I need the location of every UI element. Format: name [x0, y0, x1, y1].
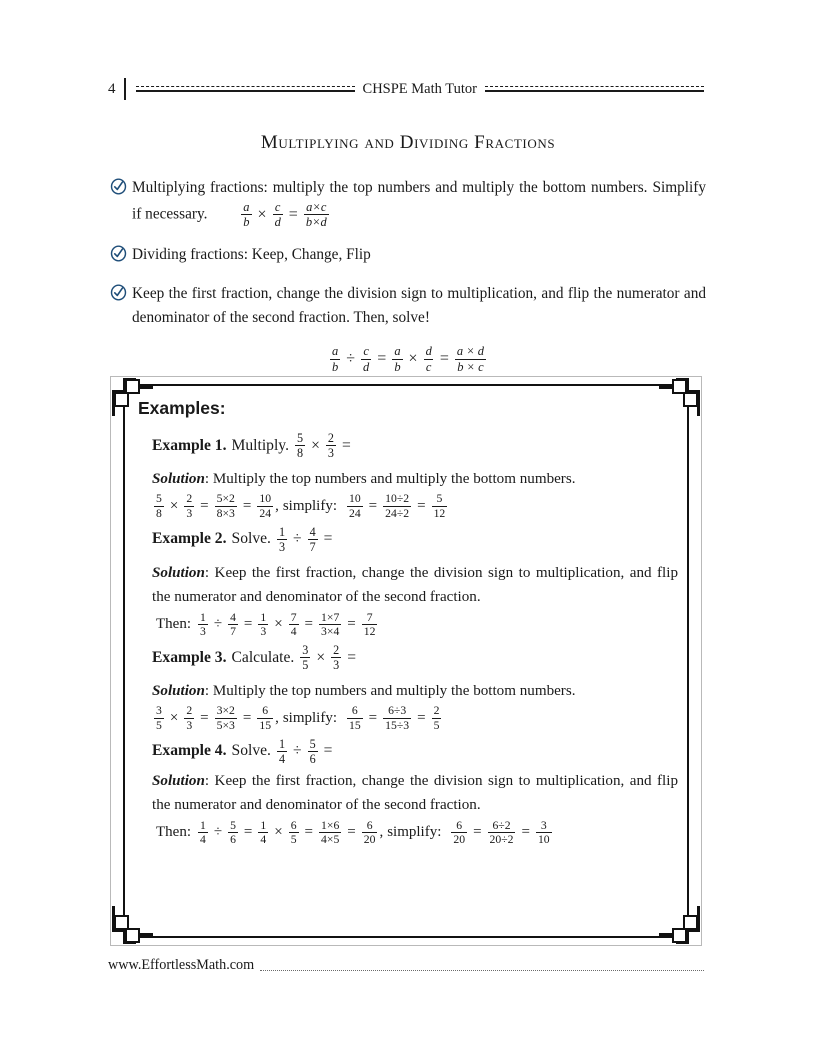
fraction	[362, 820, 378, 846]
fraction	[257, 705, 273, 731]
numerator: 2	[433, 704, 440, 718]
denominator: 7	[230, 625, 236, 639]
multiply-rule-formula	[239, 201, 330, 229]
numerator: 1	[278, 736, 286, 751]
math-operator: =	[368, 497, 378, 514]
denominator: 20	[363, 833, 376, 847]
denominator: 8×3	[216, 506, 235, 520]
fraction	[361, 345, 371, 373]
numerator: 1	[278, 524, 286, 539]
numerator: 7	[290, 610, 297, 624]
fraction	[154, 493, 164, 519]
denominator: 7	[309, 539, 316, 554]
fraction	[536, 820, 552, 846]
fraction	[488, 820, 516, 846]
header-rule-left	[136, 86, 355, 94]
math-operator: =	[323, 742, 333, 760]
fraction	[273, 201, 283, 229]
numerator: a	[394, 344, 401, 359]
math-operator: =	[417, 497, 426, 514]
numerator: 2	[333, 643, 340, 658]
numerator: 3	[302, 643, 309, 658]
numerator: a	[243, 199, 250, 214]
work-math	[196, 612, 379, 638]
math-operator: ÷	[213, 824, 223, 841]
fraction	[432, 705, 442, 731]
math-operator: =	[347, 824, 356, 841]
numerator: 1	[260, 610, 267, 624]
fraction	[326, 432, 336, 459]
math-operator: =	[377, 350, 387, 368]
check-oval-icon	[110, 243, 132, 267]
fraction	[304, 201, 329, 229]
examples-content	[138, 398, 678, 934]
math-operator: =	[243, 824, 253, 841]
denominator: 4	[260, 833, 267, 847]
solution-text: Multiply the top numbers and multiply the bottom numbers.	[212, 471, 576, 488]
fraction	[308, 738, 318, 765]
example-question-math	[275, 738, 337, 765]
denominator: 4×5	[321, 833, 340, 847]
numerator: 6	[262, 704, 269, 718]
fraction	[331, 644, 341, 671]
denominator: 5	[433, 718, 440, 732]
list-item-body	[132, 243, 706, 268]
denominator: 5	[290, 833, 297, 847]
example-title	[152, 526, 678, 553]
solution-text: Keep the first fraction, change the division sign to multiplication, and flip the numerator and denominator of the second fraction.	[152, 772, 678, 813]
numerator: 10	[259, 492, 272, 506]
denominator: 12	[363, 625, 376, 639]
numerator: 5	[436, 492, 443, 506]
example-solution: Solution: Keep the first fraction, change the division sign to multiplication, and flip the numerator and denominator of the second fraction.	[152, 772, 678, 813]
footer-dot-leader	[260, 964, 704, 971]
math-operator: =	[242, 709, 252, 726]
header-book-title: CHSPE Math Tutor	[362, 80, 477, 97]
math-operator: =	[243, 616, 253, 633]
math-operator: ×	[408, 350, 418, 368]
divide-rule-formula	[110, 345, 706, 373]
fraction	[289, 612, 299, 638]
math-text: ,	[275, 497, 279, 514]
numerator: 5	[309, 736, 316, 751]
example-1	[152, 432, 678, 520]
fraction	[184, 705, 194, 731]
numerator: 5	[230, 818, 236, 832]
numerator: d	[425, 344, 432, 359]
denominator: 10	[537, 833, 550, 847]
fraction	[198, 612, 208, 638]
example-3	[152, 644, 678, 732]
numerator: 7	[366, 610, 373, 624]
fraction	[308, 526, 318, 553]
solution-text: Keep the first fraction, change the division sign to multiplication, and flip the numerator and denominator of the second fraction.	[152, 564, 678, 605]
fraction	[424, 345, 434, 373]
numerator: 10	[348, 492, 361, 506]
numerator: 6	[456, 818, 463, 832]
math-operator: =	[473, 824, 482, 841]
denominator: d	[274, 215, 281, 230]
work-lead: Then:	[156, 824, 191, 841]
math-operator: ×	[311, 436, 320, 454]
numerator: 1×7	[321, 610, 340, 624]
example-work-line	[152, 705, 678, 731]
denominator: 24	[259, 506, 272, 520]
simplify-label: simplify:	[282, 497, 337, 514]
check-oval-icon	[110, 282, 132, 306]
work-lead: Then:	[156, 616, 191, 633]
denominator: 8	[156, 506, 162, 520]
denominator: 12	[433, 506, 446, 520]
denominator: b	[332, 359, 339, 374]
example-label: Example 3.	[152, 648, 227, 666]
denominator: 15	[348, 718, 361, 732]
math-operator: =	[368, 709, 378, 726]
fraction	[154, 705, 164, 731]
math-operator: =	[242, 497, 252, 514]
example-work-line	[152, 820, 678, 846]
page-number-divider	[124, 78, 126, 100]
fraction	[258, 820, 268, 846]
math-operator: =	[521, 824, 530, 841]
example-title	[152, 644, 678, 671]
denominator: 4	[278, 751, 286, 766]
numerator: 4	[309, 524, 316, 539]
numerator: 10÷2	[385, 492, 410, 506]
list-item	[110, 176, 706, 229]
fraction	[277, 526, 287, 553]
math-text: ,	[275, 709, 279, 726]
fraction	[383, 705, 411, 731]
math-operator: ×	[274, 824, 283, 841]
examples-box	[108, 374, 704, 948]
denominator: d	[363, 359, 370, 374]
example-prompt: Solve.	[231, 530, 271, 548]
denominator: 8	[297, 446, 304, 461]
fraction	[258, 612, 268, 638]
fraction	[392, 345, 402, 373]
denominator: 5	[156, 718, 162, 732]
fraction	[257, 493, 273, 519]
fraction	[319, 820, 341, 846]
denominator: b×d	[305, 215, 327, 230]
numerator: 5×2	[216, 492, 235, 506]
math-operator: =	[200, 709, 209, 726]
example-solution: Solution: Multiply the top numbers and multiply the bottom numbers.	[152, 471, 576, 488]
numerator: 1	[260, 818, 267, 832]
simplify-math	[345, 705, 443, 731]
denominator: 20÷2	[489, 833, 514, 847]
page-footer	[108, 957, 704, 974]
list-item-text: Multiplying fractions: multiply the top numbers and multiply the bottom numbers. Simplify if necessary.	[132, 179, 706, 223]
numerator: 6	[351, 704, 358, 718]
example-title	[152, 432, 678, 459]
numerator: 1×6	[321, 818, 340, 832]
page-header	[108, 76, 704, 102]
denominator: 4	[290, 625, 297, 639]
math-operator: =	[417, 709, 426, 726]
numerator: c	[363, 344, 369, 359]
denominator: b × c	[457, 359, 484, 374]
work-math	[152, 493, 279, 519]
solution-label: Solution	[152, 471, 205, 488]
fraction	[184, 493, 194, 519]
denominator: 15÷3	[385, 718, 410, 732]
list-item-text: Dividing fractions: Keep, Change, Flip	[132, 245, 371, 263]
example-prompt: Multiply.	[231, 436, 289, 454]
numerator: a	[332, 344, 339, 359]
example-question-math	[293, 432, 355, 459]
denominator: 3	[333, 658, 340, 673]
math-operator: =	[323, 530, 333, 548]
example-label: Example 2.	[152, 530, 227, 548]
fraction	[277, 738, 287, 765]
numerator: 6	[290, 818, 297, 832]
numerator: c	[274, 199, 281, 214]
math-operator: ÷	[293, 530, 302, 548]
math-operator: =	[347, 648, 357, 666]
denominator: 24	[348, 506, 361, 520]
page-number: 4	[108, 80, 116, 97]
simplify-label: simplify:	[282, 709, 337, 726]
denominator: 3	[278, 539, 286, 554]
fraction	[432, 493, 448, 519]
numerator: 3	[156, 704, 162, 718]
solution-label: Solution	[152, 564, 205, 581]
fraction	[215, 705, 237, 731]
denominator: 3	[186, 506, 193, 520]
denominator: 4	[200, 833, 206, 847]
math-operator: ÷	[346, 350, 356, 368]
fraction	[228, 612, 238, 638]
fraction	[330, 345, 340, 373]
math-operator: ×	[169, 709, 179, 726]
numerator: 3×2	[216, 704, 235, 718]
example-label: Example 1.	[152, 436, 227, 454]
list-item-text: Keep the first fraction, change the division sign to multiplication, and flip the numerator and denominator of the second fraction. Then, solve!	[132, 284, 706, 327]
numerator: 3	[540, 818, 547, 832]
list-item-body	[132, 282, 706, 332]
list-item	[110, 282, 706, 332]
denominator: 6	[230, 833, 236, 847]
footer-url[interactable]: www.EffortlessMath.com	[108, 957, 255, 973]
example-question-math	[275, 526, 337, 553]
math-operator: =	[288, 205, 298, 223]
numerator: 1	[200, 610, 206, 624]
denominator: c	[425, 359, 432, 374]
check-oval-icon	[110, 176, 132, 200]
math-operator: ×	[316, 648, 326, 666]
math-operator: =	[200, 497, 209, 514]
denominator: 5×3	[216, 718, 235, 732]
example-work-line	[152, 493, 678, 519]
fraction	[295, 432, 305, 459]
math-operator: =	[341, 436, 351, 454]
denominator: b	[243, 215, 250, 230]
examples-heading: Examples:	[138, 398, 226, 418]
fraction	[362, 612, 378, 638]
fraction	[451, 820, 467, 846]
numerator: 4	[230, 610, 236, 624]
numerator: 2	[186, 492, 193, 506]
solution-text: Multiply the top numbers and multiply the bottom numbers.	[212, 683, 576, 700]
fraction	[455, 345, 486, 373]
fraction	[383, 493, 411, 519]
example-title	[152, 738, 678, 765]
denominator: b	[394, 359, 401, 374]
example-work-line	[152, 612, 678, 638]
denominator: 20	[453, 833, 466, 847]
page-title: Multiplying and Dividing Fractions	[260, 132, 556, 153]
list-item-body	[132, 176, 706, 229]
example-4	[152, 738, 678, 846]
example-2	[152, 526, 678, 638]
example-solution: Solution: Multiply the top numbers and multiply the bottom numbers.	[152, 683, 576, 700]
denominator: 6	[309, 751, 316, 766]
denominator: 3	[186, 718, 193, 732]
example-question-math	[298, 644, 360, 671]
numerator: 5	[156, 492, 162, 506]
fraction	[347, 493, 363, 519]
math-operator: ×	[169, 497, 179, 514]
numerator: 6÷3	[388, 704, 407, 718]
example-prompt: Calculate.	[231, 648, 295, 666]
simplify-math	[449, 820, 553, 846]
denominator: 3	[200, 625, 206, 639]
numerator: 5	[297, 431, 304, 445]
numerator: 2	[327, 431, 334, 445]
math-operator: =	[347, 616, 356, 633]
example-label: Example 4.	[152, 742, 227, 760]
fraction	[347, 705, 363, 731]
list-item	[110, 243, 706, 268]
numerator: 2	[186, 704, 193, 718]
math-operator: ÷	[213, 616, 223, 633]
math-operator: =	[304, 616, 314, 633]
simplify-label: simplify:	[387, 824, 442, 841]
fraction	[300, 644, 310, 671]
math-text: ,	[379, 824, 384, 841]
numerator: 1	[200, 818, 206, 832]
math-operator: =	[439, 350, 449, 368]
fraction	[228, 820, 238, 846]
work-math	[196, 820, 383, 846]
fraction	[319, 612, 341, 638]
denominator: 24÷2	[385, 506, 410, 520]
solution-label: Solution	[152, 683, 205, 700]
math-operator: ×	[274, 616, 283, 633]
solution-label: Solution	[152, 772, 205, 789]
fraction	[289, 820, 299, 846]
example-prompt: Solve.	[231, 742, 271, 760]
fraction	[241, 201, 251, 229]
denominator: 5	[302, 658, 309, 673]
denominator: 3×4	[321, 625, 340, 639]
math-operator: ÷	[293, 742, 302, 760]
fraction	[198, 820, 208, 846]
numerator: a×c	[306, 199, 327, 214]
denominator: 15	[259, 718, 272, 732]
work-math	[152, 705, 279, 731]
numerator: 6÷2	[492, 818, 511, 832]
numerator: a × d	[456, 344, 484, 359]
numerator: 6	[366, 818, 373, 832]
denominator: 3	[327, 446, 334, 461]
denominator: 3	[260, 625, 267, 639]
simplify-math	[345, 493, 449, 519]
math-operator: =	[304, 824, 314, 841]
math-operator: ×	[257, 205, 267, 223]
concept-list	[110, 176, 706, 373]
header-rule-right	[485, 86, 704, 94]
example-solution: Solution: Keep the first fraction, change the division sign to multiplication, and flip the numerator and denominator of the second fraction.	[152, 564, 678, 605]
fraction	[215, 493, 237, 519]
